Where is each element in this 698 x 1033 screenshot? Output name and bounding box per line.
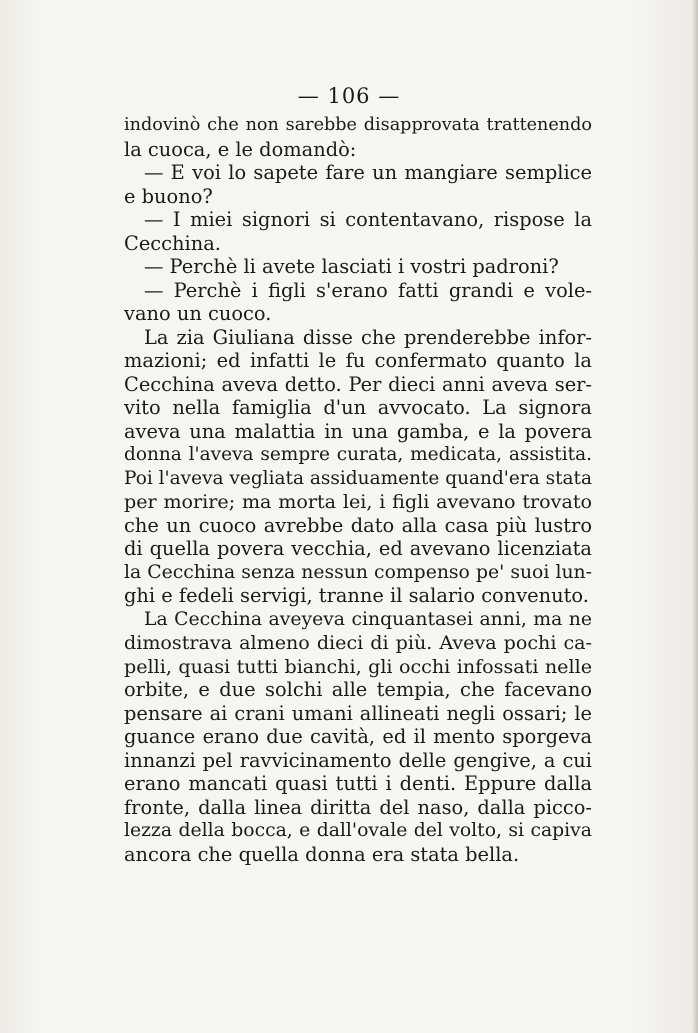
page-number: — 106 — [297,84,401,108]
text-line: aveva una malattia in una gamba, e la povera [124,419,592,443]
text-line: vano un cuoco. [124,302,272,325]
text-line: — I miei signori si contentavano, rispose la [144,208,592,231]
text-line: fronte, dalla linea diritta del naso, dalla picco- [124,795,592,819]
text-line: che un cuoco avrebbe dato alla casa più lustro [124,513,592,537]
text-line: — E voi lo sapete fare un mangiare semplice [144,161,592,184]
text-line: dimostrava almeno dieci di più. Aveva pochi ca- [124,631,592,654]
text-line: e buono? [124,184,213,208]
text-line: Cecchina. [124,231,221,255]
text-line: per morire; ma morta lei, i figli avevano trovato [124,490,592,513]
text-line: pensare ai crani umani allineati negli ossari; le [124,701,592,725]
text-line: la Cecchina senza nessun compenso pe' suoi lun- [124,561,592,583]
page-edge-shadow [692,0,698,1033]
text-line: — Perchè li avete lasciati i vostri padroni? [144,255,559,278]
text-line: pelli, quasi tutti bianchi, gli occhi infossati nelle [124,654,592,678]
text-line: ancora che quella donna era stata bella. [124,842,520,866]
text-line: Cecchina aveva detto. Per dieci anni aveva ser- [124,372,592,396]
text-line: ghi e fedeli servigi, tranne il salario convenuto. [124,584,589,607]
text-line: mazioni; ed infatti le fu confermato quanto la [124,349,592,372]
text-line: innanzi pel ravvicinamento delle gengive, a cui [124,748,592,772]
body-text [124,114,592,866]
text-line: La zia Giuliana disse che prenderebbe infor- [144,325,592,349]
text-line: indovinò che non sarebbe disapprovata trattenendo [124,115,592,135]
text-line: orbite, e due solchi alle tempia, che facevano [124,678,592,701]
text-line: — Perchè i figli s'erano fatti grandi e vole- [144,278,592,302]
text-line: erano mancati quasi tutti i denti. Eppure dalla [124,772,592,795]
text-line: guance erano due cavità, ed il mento sporgeva [124,725,592,748]
text-line: lezza della bocca, e dall'ovale del volto, si capiva [124,820,592,841]
text-line: donna l'aveva sempre curata, medicata, assistita. [124,444,592,465]
text-line: La Cecchina aveyeva cinquantasei anni, ma ne [144,608,592,630]
text-line: la cuoca, e le domandò: [124,137,357,161]
text-line: vito nella famiglia d'un avvocato. La signora [124,396,592,419]
text-line: di quella povera vecchia, ed avevano licenziata [124,537,592,560]
text-line: Poi l'aveva vegliata assiduamente quand'era stata [124,467,593,489]
